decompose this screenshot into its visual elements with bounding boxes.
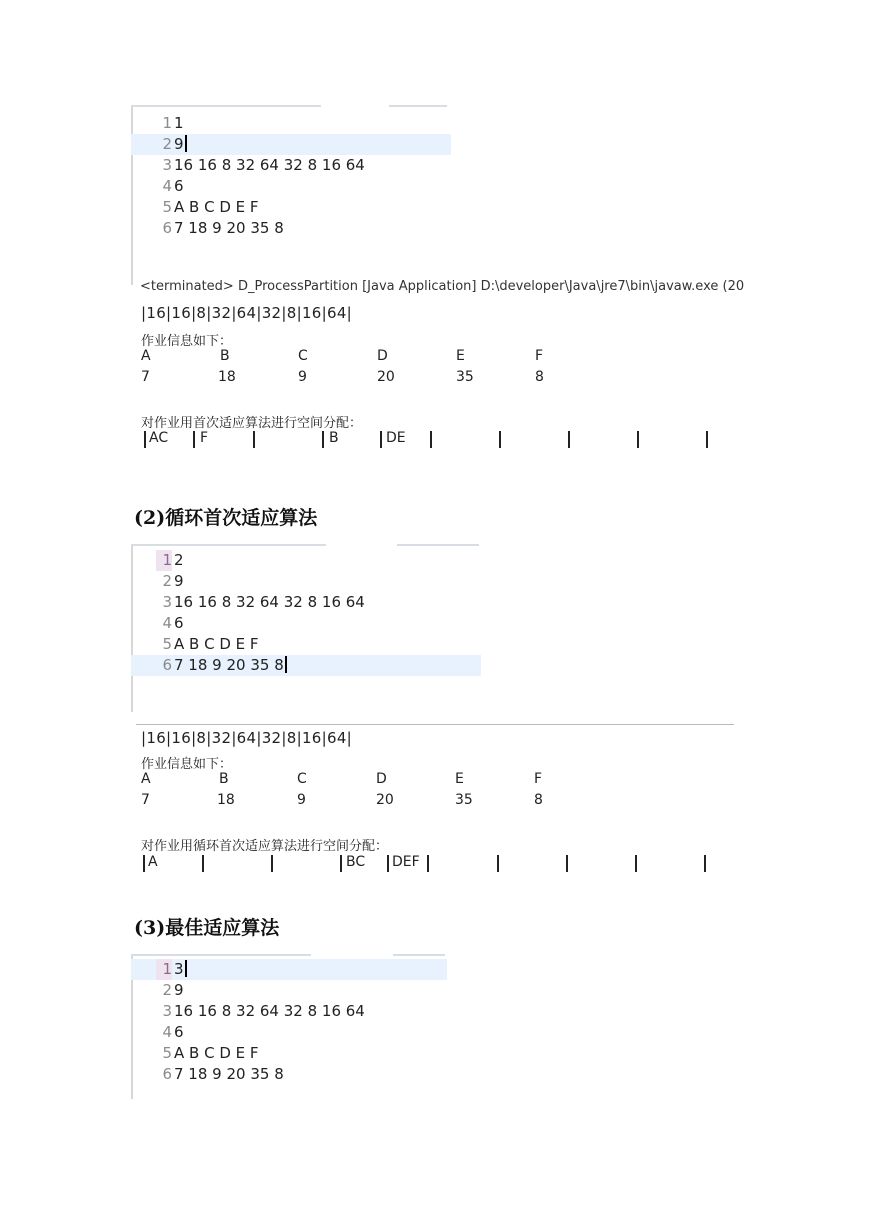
slot-label: DEF [392,854,420,870]
allocation-header: 对作业用首次适应算法进行空间分配： [141,416,363,431]
input-editor-2[interactable] [131,544,481,712]
slot-separator [635,855,637,872]
line-number: 3 [162,1002,172,1020]
line-number: 4 [162,614,172,632]
line-text: 1 [174,114,184,132]
slot-separator [706,431,708,448]
editor-top-border [389,105,447,107]
slot-separator [144,431,146,448]
job-info-header: 作业信息如下： [141,334,233,349]
section-heading-next-fit: (2)循环首次适应算法 [134,507,318,529]
slot-separator [340,855,342,872]
slot-separator [253,431,255,448]
editor-line[interactable] [131,550,481,571]
job-size: 9 [297,792,306,808]
line-number: 5 [162,1044,172,1062]
slot-label: DE [386,430,406,446]
line-text: 9 [174,981,184,999]
console-output-2 [136,724,734,879]
slot-label: A [148,854,158,870]
line-number: 1 [162,114,172,132]
editor-line[interactable] [131,218,451,239]
editor-top-border [131,544,326,546]
job-name: F [535,348,544,364]
editor-top-border [393,954,445,956]
line-text: 6 [174,177,184,195]
job-name: E [455,771,464,787]
section-heading-best-fit: (3)最佳适应算法 [134,917,280,939]
job-name: D [376,771,387,787]
text-caret [185,135,187,152]
allocation-header: 对作业用循环首次适应算法进行空间分配： [141,839,389,854]
slot-separator [143,855,145,872]
slot-separator [322,431,324,448]
job-size: 7 [141,369,150,385]
input-editor-3[interactable] [131,954,447,1099]
job-name: B [220,348,230,364]
editor-line[interactable] [131,197,451,218]
slot-separator [568,431,570,448]
line-text: A B C D E F [174,198,259,216]
editor-line[interactable] [131,634,481,655]
slot-separator [566,855,568,872]
job-info-header: 作业信息如下： [141,757,233,772]
line-number-selected: 1 [156,959,172,980]
job-name: C [297,771,307,787]
editor-line[interactable] [131,571,481,592]
line-text: 3 [174,960,184,978]
line-number: 4 [162,1023,172,1041]
line-text: 2 [174,551,184,569]
line-text: A B C D E F [174,635,259,653]
slot-label: B [329,430,339,446]
slot-separator [704,855,706,872]
job-size: 20 [376,792,394,808]
editor-line-current[interactable] [131,134,451,155]
line-text: 7 18 9 20 35 8 [174,1065,284,1083]
slot-separator [193,431,195,448]
line-number-selected: 1 [156,550,172,571]
slot-label: AC [149,430,169,446]
line-number: 3 [162,593,172,611]
slot-separator [499,431,501,448]
job-name: F [534,771,543,787]
line-text: 9 [174,135,184,153]
console-terminated-line: <terminated> D_ProcessPartition [Java Application] D:\developer\Java\jre7\bin\javaw.exe (20 [140,279,745,294]
slot-separator [380,431,382,448]
job-name: D [377,348,388,364]
job-size: 18 [218,369,236,385]
input-editor-1[interactable] [131,105,451,285]
editor-line-current[interactable] [131,959,447,980]
line-text: 16 16 8 32 64 32 8 16 64 [174,1002,365,1020]
line-number: 2 [162,135,172,153]
line-number: 4 [162,177,172,195]
editor-line-current[interactable] [131,655,481,676]
job-name: A [141,771,151,787]
job-name: C [298,348,308,364]
console-top-border [136,724,734,725]
editor-line[interactable] [131,113,451,134]
line-number: 5 [162,198,172,216]
line-number: 5 [162,635,172,653]
text-caret [285,656,287,673]
line-number: 3 [162,156,172,174]
job-name: E [456,348,465,364]
job-size: 7 [141,792,150,808]
slot-separator [427,855,429,872]
job-name: A [141,348,151,364]
editor-line[interactable] [131,1064,447,1085]
editor-line[interactable] [131,592,481,613]
editor-line[interactable] [131,613,481,634]
line-number: 6 [162,656,172,674]
line-text: 16 16 8 32 64 32 8 16 64 [174,593,365,611]
line-text: 6 [174,614,184,632]
line-text: 9 [174,572,184,590]
console-output-1 [136,279,745,453]
slot-label: BC [346,854,366,870]
job-size: 8 [534,792,543,808]
editor-line[interactable] [131,1001,447,1022]
job-name: B [219,771,229,787]
line-text: 7 18 9 20 35 8 [174,656,284,674]
slot-separator [271,855,273,872]
job-size: 35 [455,792,473,808]
line-number: 6 [162,1065,172,1083]
editor-line[interactable] [131,176,451,197]
slot-separator [637,431,639,448]
line-number: 6 [162,219,172,237]
editor-line[interactable] [131,155,451,176]
line-text: 6 [174,1023,184,1041]
slot-separator [202,855,204,872]
slot-separator [497,855,499,872]
line-text: 16 16 8 32 64 32 8 16 64 [174,156,365,174]
editor-top-border [131,105,321,107]
partition-line: |16|16|8|32|64|32|8|16|64| [141,729,353,747]
line-text: A B C D E F [174,1044,259,1062]
job-size: 8 [535,369,544,385]
partition-line: |16|16|8|32|64|32|8|16|64| [141,304,353,322]
line-number: 2 [162,572,172,590]
job-size: 9 [298,369,307,385]
slot-label: F [200,430,209,446]
text-caret [185,960,187,977]
editor-line[interactable] [131,1022,447,1043]
editor-line[interactable] [131,980,447,1001]
job-size: 18 [217,792,235,808]
line-number: 2 [162,981,172,999]
job-size: 35 [456,369,474,385]
editor-line[interactable] [131,1043,447,1064]
job-size: 20 [377,369,395,385]
editor-top-border [131,954,311,956]
slot-separator [387,855,389,872]
line-text: 7 18 9 20 35 8 [174,219,284,237]
editor-top-border [397,544,479,546]
slot-separator [430,431,432,448]
